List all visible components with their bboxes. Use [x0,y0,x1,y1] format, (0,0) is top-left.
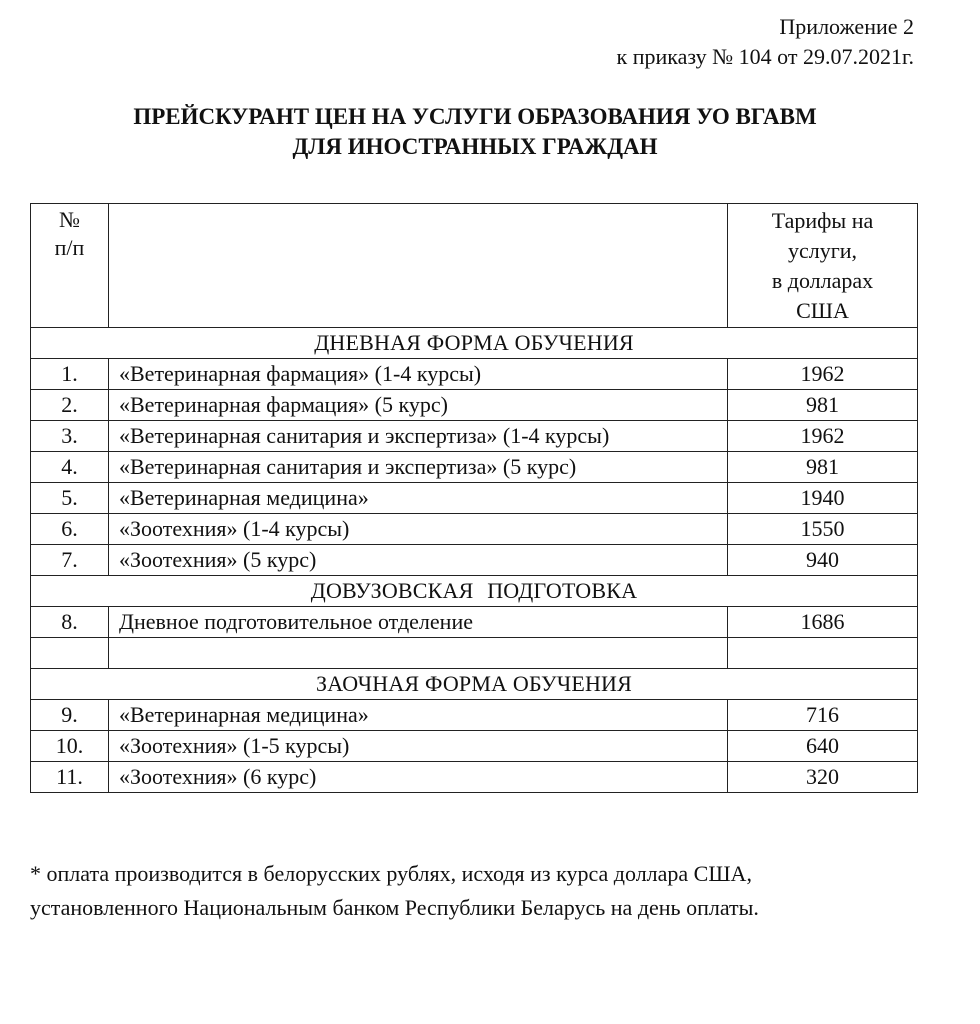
section-title: ДОВУЗОВСКАЯ ПОДГОТОВКА [31,576,918,607]
row-tariff: 640 [728,731,918,762]
row-number: 11. [31,762,109,793]
row-number [31,638,109,669]
row-number: 4. [31,452,109,483]
row-service-name: «Зоотехния» (6 курс) [109,762,728,793]
row-tariff [728,638,918,669]
payment-footnote [30,857,759,925]
appendix-reference [617,12,914,72]
table-row [31,359,918,390]
row-service-name: «Ветеринарная фармация» (1-4 курсы) [109,359,728,390]
header-name-cell [109,204,728,328]
row-service-name: «Ветеринарная фармация» (5 курс) [109,390,728,421]
row-tariff: 716 [728,700,918,731]
header-number-line-2: п/п [54,235,85,260]
row-number: 5. [31,483,109,514]
section-row [31,576,918,607]
row-service-name: «Зоотехния» (5 курс) [109,545,728,576]
appendix-line-2: к приказу № 104 от 29.07.2021г. [616,44,914,69]
table-row [31,514,918,545]
row-service-name: «Ветеринарная медицина» [109,700,728,731]
row-number: 8. [31,607,109,638]
header-tariff-line-2: услуги, [787,238,858,263]
table-row [31,700,918,731]
section-title: ЗАОЧНАЯ ФОРМА ОБУЧЕНИЯ [31,669,918,700]
row-tariff: 320 [728,762,918,793]
row-tariff: 1962 [728,421,918,452]
header-number-line-1: № [59,207,80,232]
row-number: 3. [31,421,109,452]
row-number: 7. [31,545,109,576]
header-tariff-cell [728,204,918,328]
row-tariff: 1550 [728,514,918,545]
row-number: 2. [31,390,109,421]
row-tariff: 1962 [728,359,918,390]
row-service-name: «Ветеринарная санитария и экспертиза» (1-4 курсы) [109,421,728,452]
table-row [31,390,918,421]
row-tariff: 1686 [728,607,918,638]
table-row [31,421,918,452]
row-number: 9. [31,700,109,731]
table-row [31,452,918,483]
row-service-name: «Ветеринарная санитария и экспертиза» (5 курс) [109,452,728,483]
row-service-name [109,638,728,669]
title-line-2: ДЛЯ ИНОСТРАННЫХ ГРАЖДАН [292,134,658,159]
footnote-line-2: установленного Национальным банком Республики Беларусь на день оплаты. [30,895,759,920]
table-row [31,607,918,638]
row-tariff: 940 [728,545,918,576]
table-header-row [31,204,918,328]
header-tariff-line-4: США [796,298,849,323]
table-row-empty [31,638,918,669]
table-row [31,731,918,762]
row-number: 10. [31,731,109,762]
title-line-1: ПРЕЙСКУРАНТ ЦЕН НА УСЛУГИ ОБРАЗОВАНИЯ УО ВГАВМ [133,104,817,129]
section-row [31,669,918,700]
row-tariff: 981 [728,452,918,483]
price-table [30,203,918,793]
header-tariff-line-1: Тарифы на [771,208,874,233]
table-row [31,483,918,514]
section-title: ДНЕВНАЯ ФОРМА ОБУЧЕНИЯ [31,328,918,359]
row-service-name: «Зоотехния» (1-5 курсы) [109,731,728,762]
row-tariff: 1940 [728,483,918,514]
row-service-name: «Ветеринарная медицина» [109,483,728,514]
header-tariff-line-3: в долларах [771,268,874,293]
header-number-cell [31,204,109,328]
footnote-line-1: * оплата производится в белорусских рублях, исходя из курса доллара США, [30,861,752,886]
row-service-name: «Зоотехния» (1-4 курсы) [109,514,728,545]
table-row [31,545,918,576]
table-row [31,762,918,793]
row-number: 1. [31,359,109,390]
appendix-line-1: Приложение 2 [779,14,914,39]
row-number: 6. [31,514,109,545]
row-tariff: 981 [728,390,918,421]
row-service-name: Дневное подготовительное отделение [109,607,728,638]
section-row [31,328,918,359]
document-title [0,102,950,162]
